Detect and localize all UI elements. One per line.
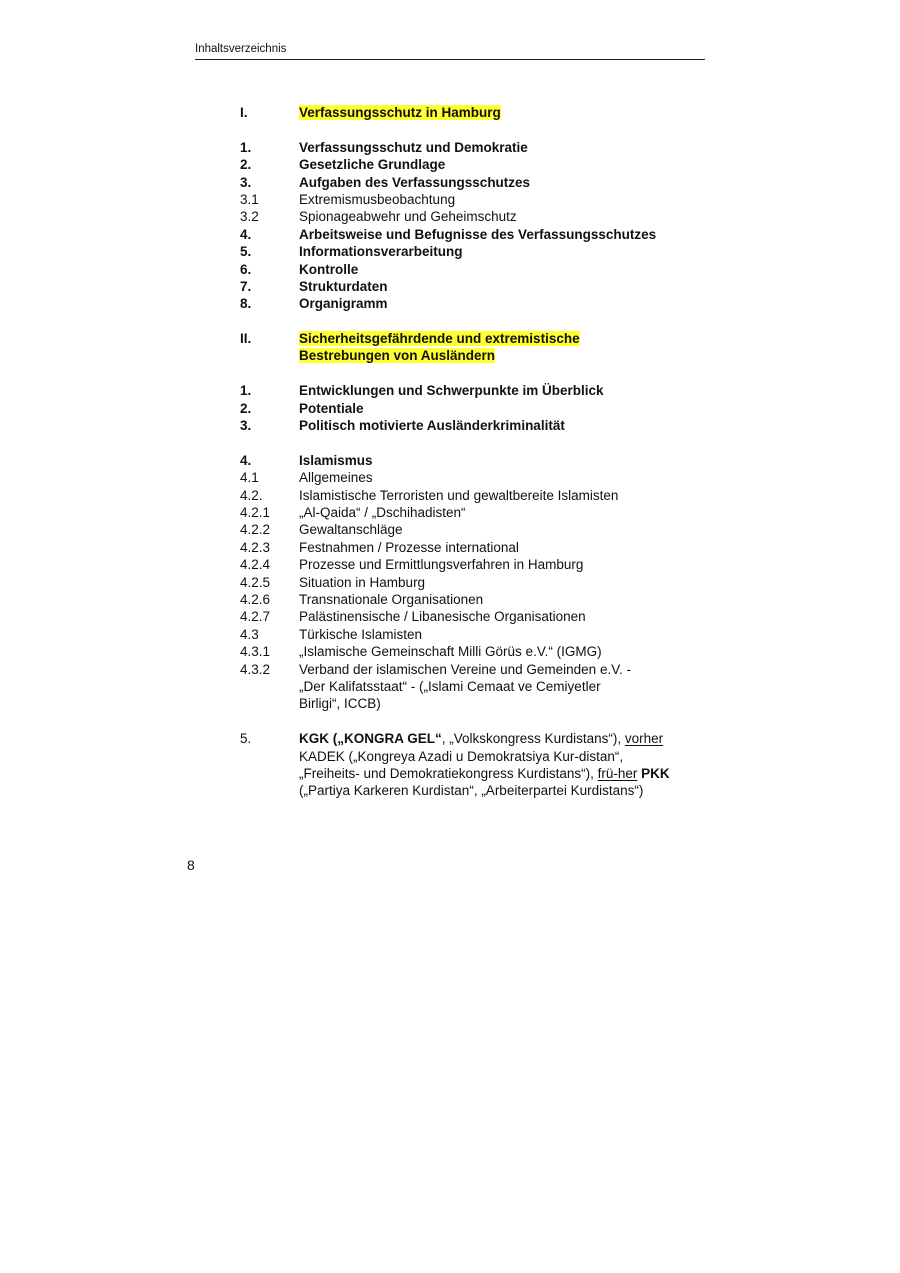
entry-number: 2. <box>240 400 252 416</box>
entry-title: Politisch motivierte Ausländerkriminalität <box>299 418 565 434</box>
entry-title: Potentiale <box>299 400 364 416</box>
toc-entry[interactable] <box>240 382 710 399</box>
freiheit-text: „Freiheits- und Demokratiekongress Kurdistans“), <box>299 765 594 781</box>
entry-title <box>299 730 674 800</box>
pkk-label: PKK <box>641 765 670 781</box>
kongra-gel-label: („KONGRA GEL“ <box>332 731 442 747</box>
table-of-contents <box>240 104 710 800</box>
entry-title: Islamismus <box>299 452 373 468</box>
entry-title: Islamistische Terroristen und gewaltbereite Islamisten <box>299 487 619 503</box>
entry-number: 6. <box>240 261 252 277</box>
toc-entry[interactable] <box>240 226 710 243</box>
entry-title: Aufgaben des Verfassungsschutzes <box>299 174 531 190</box>
entry-number: 4.3.1 <box>240 644 271 660</box>
entry-number: 4.2.2 <box>240 522 271 538</box>
toc-entry[interactable] <box>240 400 710 417</box>
toc-entry[interactable] <box>240 452 710 469</box>
entry-title: Festnahmen / Prozesse international <box>299 539 519 555</box>
entry-number: 3.2 <box>240 209 259 225</box>
entry-title: Allgemeines <box>299 470 373 486</box>
entry-title: Türkische Islamisten <box>299 626 423 642</box>
entry-title: Palästinensische / Libanesische Organisationen <box>299 609 586 625</box>
entry-number: 4. <box>240 452 252 468</box>
entry-title: Informationsverarbeitung <box>299 244 463 260</box>
section-heading-2-cont <box>240 347 710 364</box>
toc-entry[interactable] <box>240 608 710 625</box>
toc-entry[interactable] <box>240 469 710 486</box>
entry-title: Situation in Hamburg <box>299 574 426 590</box>
volkskongress-text: , „Volkskongress Kurdistans“), <box>441 731 622 747</box>
entry-number: 4.1 <box>240 470 259 486</box>
entry-title: Gewaltanschläge <box>299 522 403 538</box>
entry-number: 7. <box>240 278 252 294</box>
kadek-text: KADEK („Kongreya Azadi u Demokratsiya Kur-distan“, <box>299 748 624 764</box>
toc-entry[interactable] <box>240 174 710 191</box>
toc-entry[interactable] <box>240 574 710 591</box>
entry-number: 8. <box>240 296 252 312</box>
running-header <box>195 42 705 60</box>
section-title-line-2: Bestrebungen von Ausländern <box>299 348 496 364</box>
entry-number: 3. <box>240 418 252 434</box>
toc-entry[interactable] <box>240 417 710 434</box>
entry-title: Entwicklungen und Schwerpunkte im Überblick <box>299 383 604 399</box>
toc-entry[interactable] <box>240 556 710 573</box>
entry-number: 5. <box>240 244 252 260</box>
entry-title: Transnationale Organisationen <box>299 591 484 607</box>
toc-entry[interactable] <box>240 487 710 504</box>
header-title: Inhaltsverzeichnis <box>195 43 287 55</box>
entry-number: 4.2.7 <box>240 609 271 625</box>
entry-number: 1. <box>240 383 252 399</box>
partiya-text: („Partiya Karkeren Kurdistan“, „Arbeiterpartei Kurdistans“) <box>299 783 644 799</box>
toc-entry[interactable] <box>240 539 710 556</box>
section-title: Verfassungsschutz in Hamburg <box>299 105 501 120</box>
toc-entry[interactable] <box>240 591 710 608</box>
vorher-text: vorher <box>624 731 664 747</box>
entry-number: 4.2.6 <box>240 591 271 607</box>
entry-title-line: Verband der islamischen Vereine und Gemeinden e.V. - <box>299 661 631 677</box>
section-number: II. <box>240 331 252 347</box>
kgk-label: KGK <box>299 731 329 747</box>
section-heading-1[interactable] <box>240 104 710 121</box>
entry-number: 4. <box>240 226 252 242</box>
frueher-text: frü-her <box>597 765 638 781</box>
entry-number: 4.2.4 <box>240 557 271 573</box>
entry-title-line: Birligi“, ICCB) <box>299 696 381 712</box>
entry-title: Verfassungsschutz und Demokratie <box>299 139 528 155</box>
toc-entry[interactable] <box>240 191 710 208</box>
entry-title: Kontrolle <box>299 261 359 277</box>
section-title-line-1: Sicherheitsgefährdende und extremistische <box>299 331 580 347</box>
toc-entry[interactable] <box>240 521 710 538</box>
entry-title: „Islamische Gemeinschaft Milli Görüs e.V.“ (IGMG) <box>299 644 602 660</box>
page-number: 8 <box>187 857 195 873</box>
entry-number: 4.3.2 <box>240 661 271 677</box>
toc-entry[interactable] <box>240 295 710 312</box>
toc-entry[interactable] <box>240 278 710 295</box>
toc-entry-kgk[interactable] <box>240 730 710 800</box>
toc-entry[interactable] <box>240 243 710 260</box>
toc-entry[interactable] <box>240 139 710 156</box>
entry-title: Strukturdaten <box>299 278 388 294</box>
toc-entry[interactable] <box>240 156 710 173</box>
entry-title: Organigramm <box>299 296 388 312</box>
entry-title: Spionageabwehr und Geheimschutz <box>299 209 517 225</box>
entry-number: 4.2.1 <box>240 504 271 520</box>
section-number: I. <box>240 105 248 120</box>
entry-number: 4.2. <box>240 487 263 503</box>
toc-entry[interactable] <box>240 261 710 278</box>
entry-title-line: „Der Kalifatsstaat“ - („Islami Cemaat ve Cemiyetler <box>299 678 601 694</box>
entry-title: „Al-Qaida“ / „Dschihadisten“ <box>299 504 466 520</box>
entry-title: Prozesse und Ermittlungsverfahren in Hamburg <box>299 557 584 573</box>
entry-number: 2. <box>240 157 252 173</box>
entry-title: Extremismusbeobachtung <box>299 191 456 207</box>
entry-number: 1. <box>240 139 252 155</box>
entry-number: 4.2.3 <box>240 539 271 555</box>
toc-entry[interactable] <box>240 208 710 225</box>
entry-title: Gesetzliche Grundlage <box>299 157 446 173</box>
entry-number: 5. <box>240 731 252 747</box>
toc-entry[interactable] <box>240 626 710 643</box>
entry-number: 4.2.5 <box>240 574 271 590</box>
entry-title: Arbeitsweise und Befugnisse des Verfassungsschutzes <box>299 226 657 242</box>
entry-number: 3.1 <box>240 191 259 207</box>
entry-number: 3. <box>240 174 252 190</box>
toc-entry-multiline[interactable] <box>240 661 710 713</box>
entry-number: 4.3 <box>240 626 259 642</box>
toc-entry[interactable] <box>240 643 710 660</box>
toc-entry[interactable] <box>240 504 710 521</box>
section-heading-2[interactable] <box>240 330 710 347</box>
